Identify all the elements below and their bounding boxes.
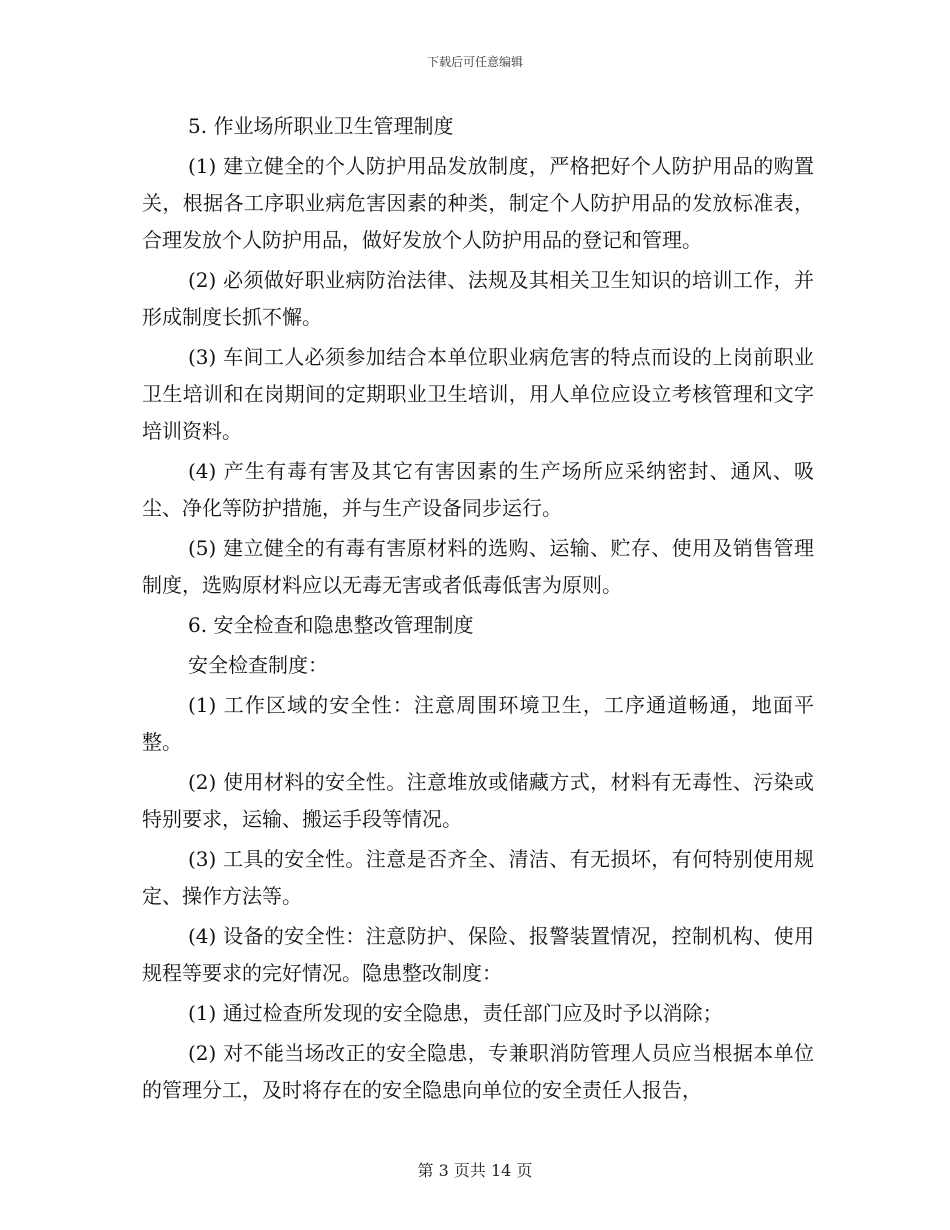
paragraph: (2) 使用材料的安全性。注意堆放或储藏方式，材料有无毒性、污染或特别要求，运输、搬运手段等情况。 <box>142 770 814 831</box>
document-body <box>142 108 814 1112</box>
paragraph: (2) 对不能当场改正的安全隐患，专兼职消防管理人员应当根据本单位的管理分工，及时将存在的安全隐患向单位的安全责任人报告， <box>142 1041 814 1102</box>
paragraph: (1) 工作区域的安全性：注意周围环境卫生，工序通道畅通，地面平整。 <box>142 693 814 754</box>
paragraph: (1) 通过检查所发现的安全隐患，责任部门应及时予以消除； <box>188 1001 723 1025</box>
page-footer: 第 3 页共 14 页 <box>417 1161 533 1180</box>
paragraph: (2) 必须做好职业病防治法律、法规及其相关卫生知识的培训工作，并形成制度长抓不懈。 <box>142 268 814 329</box>
paragraph: (4) 产生有毒有害及其它有害因素的生产场所应采纳密封、通风、吸尘、净化等防护措施，并与生产设备同步运行。 <box>142 459 814 520</box>
section-heading: 5. 作业场所职业卫生管理制度 <box>188 114 454 138</box>
page-header: 下载后可任意编辑 <box>426 55 523 69</box>
paragraph: (4) 设备的安全性：注意防护、保险、报警装置情况，控制机构、使用规程等要求的完好情况。隐患整改制度： <box>142 924 814 985</box>
paragraph: (5) 建立健全的有毒有害原材料的选购、运输、贮存、使用及销售管理制度，选购原材料应以无毒无害或者低毒低害为原则。 <box>142 536 814 597</box>
paragraph: (3) 工具的安全性。注意是否齐全、清洁、有无损坏，有何特别使用规定、操作方法等。 <box>142 847 814 908</box>
subsection-heading: 安全检查制度： <box>188 653 328 677</box>
paragraph: (1) 建立健全的个人防护用品发放制度，严格把好个人防护用品的购置关，根据各工序职业病危害因素的种类，制定个人防护用品的发放标准表，合理发放个人防护用品，做好发放个人防护用品的登记和管理。 <box>142 154 814 252</box>
section-heading: 6. 安全检查和隐患整改管理制度 <box>188 613 474 637</box>
paragraph: (3) 车间工人必须参加结合本单位职业病危害的特点而设的上岗前职业卫生培训和在岗期间的定期职业卫生培训，用人单位应设立考核管理和文字培训资料。 <box>142 345 814 443</box>
